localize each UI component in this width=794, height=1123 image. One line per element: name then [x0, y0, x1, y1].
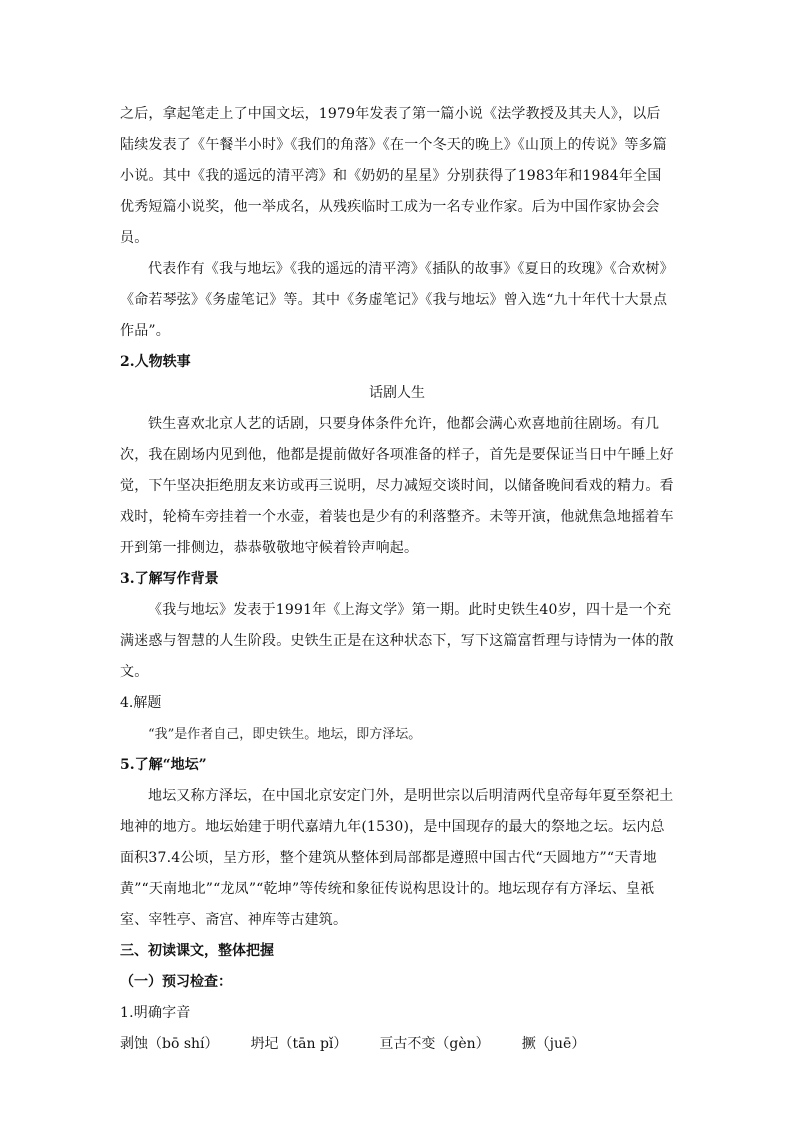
pinyin-item: 剥蚀（bō shí）: [120, 1036, 219, 1052]
section-heading-background: 3.了解写作背景: [120, 571, 219, 587]
pronunciation-item-heading: 1.明确字音: [120, 1005, 191, 1021]
section-heading-title-explanation: 4.解题: [120, 695, 162, 711]
anecdote-title: 话剧人生: [369, 385, 425, 401]
preview-check-heading: （一）预习检查：: [120, 974, 232, 990]
pinyin-item: 坍圮（tān pǐ）: [250, 1036, 348, 1052]
section-heading-anecdotes: 2.人物轶事: [120, 354, 191, 370]
part-three-heading: 三、初读课文，整体把握: [120, 943, 274, 959]
anecdote-paragraph: 铁生喜欢北京人艺的话剧，只要身体条件允许，他都会满心欢喜地前往剧场。有几次，我在剧场内见到他，他都是提前做好各项准备的样子，首先是要保证当日中午睡上好觉，下午坚决拒绝朋友来访或再三说明，尽力减短交谈时间，以储备晚间看戏的精力。看戏时，轮椅车旁挂着一个水壶，着装也是少有的利落整齐。未等开演，他就焦急地摇着车开到第一排侧边，恭恭敬敬地守候着铃声响起。: [120, 416, 674, 556]
ditan-paragraph: 地坛又称方泽坛，在中国北京安定门外，是明世宗以后明清两代皇帝每年夏至祭祀土地神的地方。地坛始建于明代嘉靖九年(1530)，是中国现存的最大的祭地之坛。坛内总面积37.4公顷，呈方形，整个建筑从整体到局部都是遵照中国古代“天圆地方”“天青地黄”“天南地北”“龙凤”“乾坤”等传统和象征传说构思设计的。地坛现存有方泽坛、皇祇室、宰牲亭、斋宫、神库等古建筑。: [120, 788, 674, 928]
pinyin-item: 亘古不变（gèn）: [379, 1036, 490, 1052]
background-paragraph: 《我与地坛》发表于1991年《上海文学》第一期。此时史铁生40岁，四十是一个充满迷惑与智慧的人生阶段。史铁生正是在这种状态下，写下这篇富哲理与诗情为一体的散文。: [120, 602, 674, 680]
section-heading-ditan: 5.了解“地坛”: [120, 757, 207, 773]
intro-paragraph-2: 代表作有《我与地坛》《我的遥远的清平湾》《插队的故事》《夏日的玫瑰》《合欢树》《命若琴弦》《务虚笔记》等。其中《务虚笔记》《我与地坛》曾入选“九十年代十大景点作品”。: [120, 261, 674, 339]
pinyin-list: [120, 1029, 674, 1060]
pinyin-item: 撅（juē）: [521, 1036, 586, 1052]
title-explanation-paragraph: “我”是作者自己，即史铁生。地坛，即方泽坛。: [148, 727, 422, 742]
intro-paragraph-1: 之后，拿起笔走上了中国文坛，1979年发表了第一篇小说《法学教授及其夫人》，以后陆续发表了《午餐半小时》《我们的角落》《在一个冬天的晚上》《山顶上的传说》等多篇小说。其中《我的遥远的清平湾》和《奶奶的星星》分别获得了1983年和1984年全国优秀短篇小说奖，他一举成名，从残疾临时工成为一名专业作家。后为中国作家协会会员。: [120, 106, 667, 246]
